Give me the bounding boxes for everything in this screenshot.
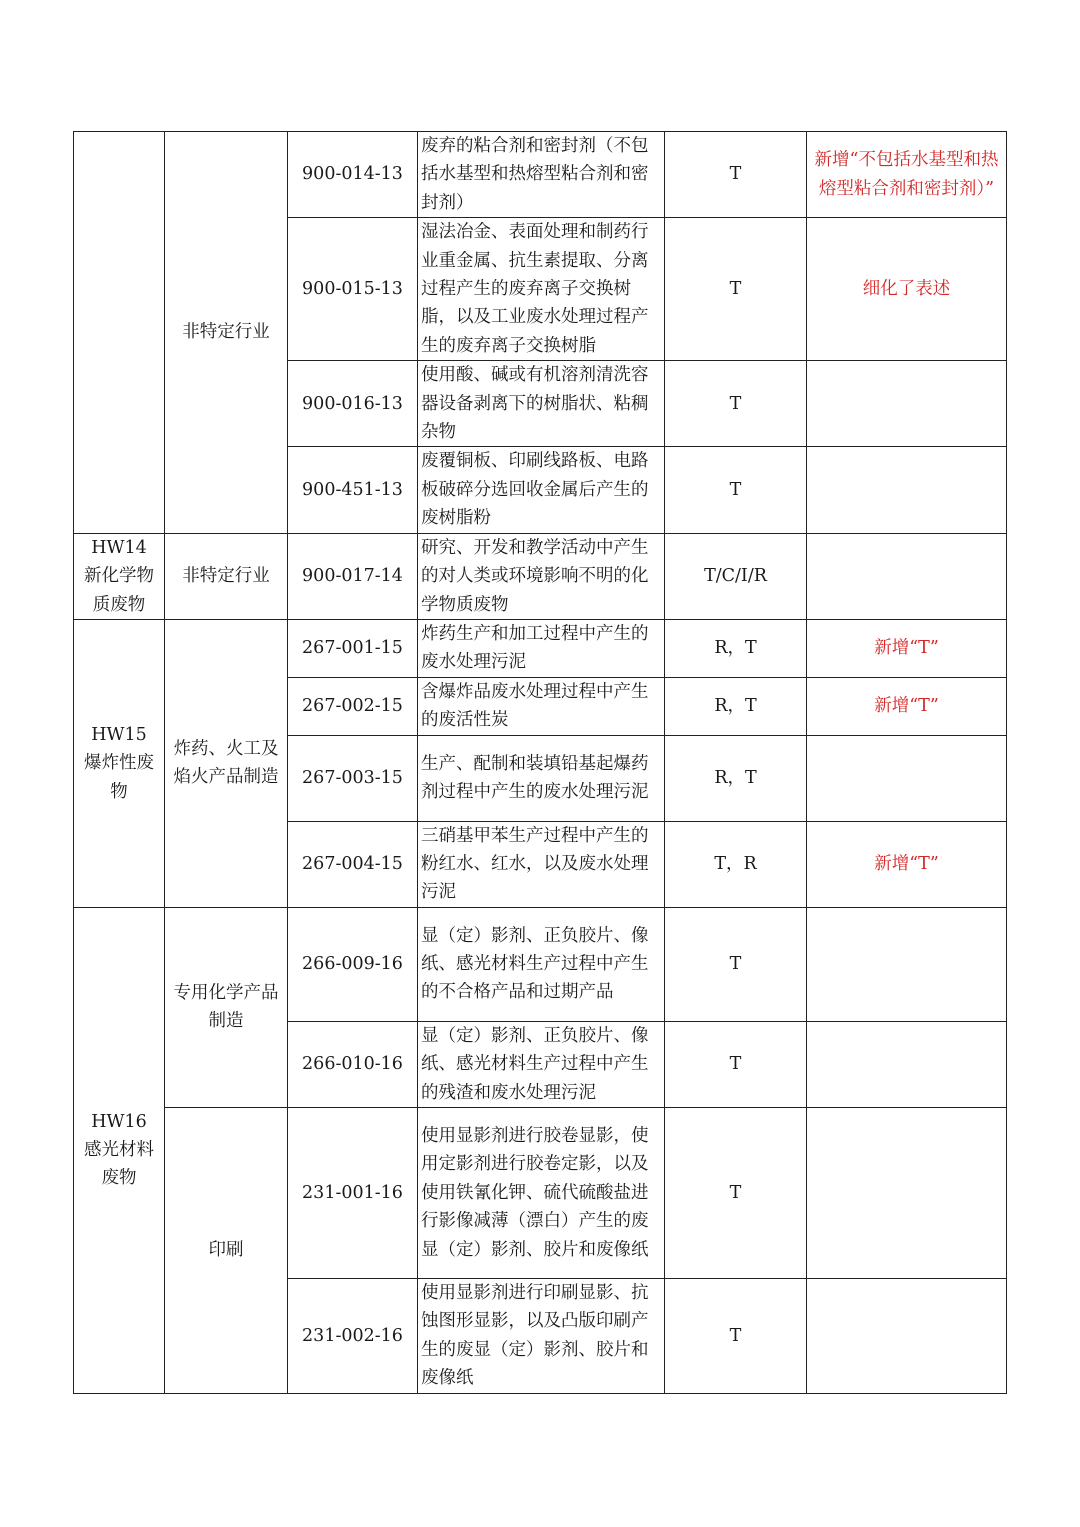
waste-source: 废弃的粘合剂和密封剂（不包括水基型和热熔型粘合剂和密封剂）: [418, 132, 665, 218]
table-row: [74, 533, 1007, 619]
waste-source: 炸药生产和加工过程中产生的废水处理污泥: [418, 619, 665, 677]
waste-code: 900-451-13: [288, 447, 418, 533]
hazard-characteristic: R，T: [665, 677, 807, 735]
hazard-characteristic: R，T: [665, 735, 807, 821]
revision-note: 细化了表述: [807, 218, 1007, 361]
industry-cell: 专用化学产品制造: [165, 907, 288, 1107]
waste-code: 900-016-13: [288, 361, 418, 447]
revision-note: 新增“不包括水基型和热熔型粘合剂和密封剂）”: [807, 132, 1007, 218]
category-cell: HW14 新化学物质废物: [74, 533, 165, 619]
hazard-characteristic: T，R: [665, 821, 807, 907]
table-row: [74, 619, 1007, 677]
revision-note: [807, 1278, 1007, 1393]
waste-code: 900-014-13: [288, 132, 418, 218]
industry-cell: 非特定行业: [165, 533, 288, 619]
waste-code: 900-015-13: [288, 218, 418, 361]
waste-source: 显（定）影剂、正负胶片、像纸、感光材料生产过程中产生的不合格产品和过期产品: [418, 907, 665, 1021]
waste-source: 使用显影剂进行胶卷显影，使用定影剂进行胶卷定影，以及使用铁氰化钾、硫代硫酸盐进行影像减薄（漂白）产生的废显（定）影剂、胶片和废像纸: [418, 1107, 665, 1278]
revision-note: 新增“T”: [807, 677, 1007, 735]
revision-note: [807, 735, 1007, 821]
waste-source: 含爆炸品废水处理过程中产生的废活性炭: [418, 677, 665, 735]
waste-code: 266-009-16: [288, 907, 418, 1021]
hazard-characteristic: T: [665, 907, 807, 1021]
category-cell: HW15 爆炸性废物: [74, 619, 165, 907]
hazard-characteristic: T: [665, 1107, 807, 1278]
table-row: [74, 907, 1007, 1021]
waste-code: 267-003-15: [288, 735, 418, 821]
hazard-characteristic: T: [665, 447, 807, 533]
revision-note: [807, 1107, 1007, 1278]
waste-code: 900-017-14: [288, 533, 418, 619]
hazard-characteristic: T/C/I/R: [665, 533, 807, 619]
waste-source: 研究、开发和教学活动中产生的对人类或环境影响不明的化学物质废物: [418, 533, 665, 619]
revision-note: 新增“T”: [807, 619, 1007, 677]
hazard-characteristic: T: [665, 218, 807, 361]
waste-code: 231-002-16: [288, 1278, 418, 1393]
category-cell-empty: [74, 132, 165, 534]
table-row: [74, 132, 1007, 218]
industry-cell: 印刷: [165, 1107, 288, 1393]
waste-source: 使用酸、碱或有机溶剂清洗容器设备剥离下的树脂状、粘稠杂物: [418, 361, 665, 447]
category-cell: HW16 感光材料废物: [74, 907, 165, 1393]
table-row: [74, 1107, 1007, 1278]
waste-code: 266-010-16: [288, 1021, 418, 1107]
revision-note: [807, 361, 1007, 447]
hazard-characteristic: R，T: [665, 619, 807, 677]
waste-source: 湿法冶金、表面处理和制药行业重金属、抗生素提取、分离过程产生的废弃离子交换树脂，以及工业废水处理过程产生的废弃离子交换树脂: [418, 218, 665, 361]
revision-note: 新增“T”: [807, 821, 1007, 907]
hazard-characteristic: T: [665, 132, 807, 218]
hazard-characteristic: T: [665, 361, 807, 447]
industry-cell: 非特定行业: [165, 132, 288, 534]
waste-code: 267-004-15: [288, 821, 418, 907]
revision-note: [807, 1021, 1007, 1107]
waste-code: 231-001-16: [288, 1107, 418, 1278]
hazard-characteristic: T: [665, 1278, 807, 1393]
waste-source: 显（定）影剂、正负胶片、像纸、感光材料生产过程中产生的残渣和废水处理污泥: [418, 1021, 665, 1107]
waste-source: 使用显影剂进行印刷显影、抗蚀图形显影，以及凸版印刷产生的废显（定）影剂、胶片和废像纸: [418, 1278, 665, 1393]
revision-note: [807, 533, 1007, 619]
waste-source: 三硝基甲苯生产过程中产生的粉红水、红水，以及废水处理污泥: [418, 821, 665, 907]
waste-code: 267-002-15: [288, 677, 418, 735]
waste-code: 267-001-15: [288, 619, 418, 677]
waste-source: 废覆铜板、印刷线路板、电路板破碎分选回收金属后产生的废树脂粉: [418, 447, 665, 533]
waste-source: 生产、配制和装填铅基起爆药剂过程中产生的废水处理污泥: [418, 735, 665, 821]
revision-note: [807, 907, 1007, 1021]
hazard-characteristic: T: [665, 1021, 807, 1107]
revision-note: [807, 447, 1007, 533]
industry-cell: 炸药、火工及焰火产品制造: [165, 619, 288, 907]
hazardous-waste-table: [73, 131, 1007, 1394]
